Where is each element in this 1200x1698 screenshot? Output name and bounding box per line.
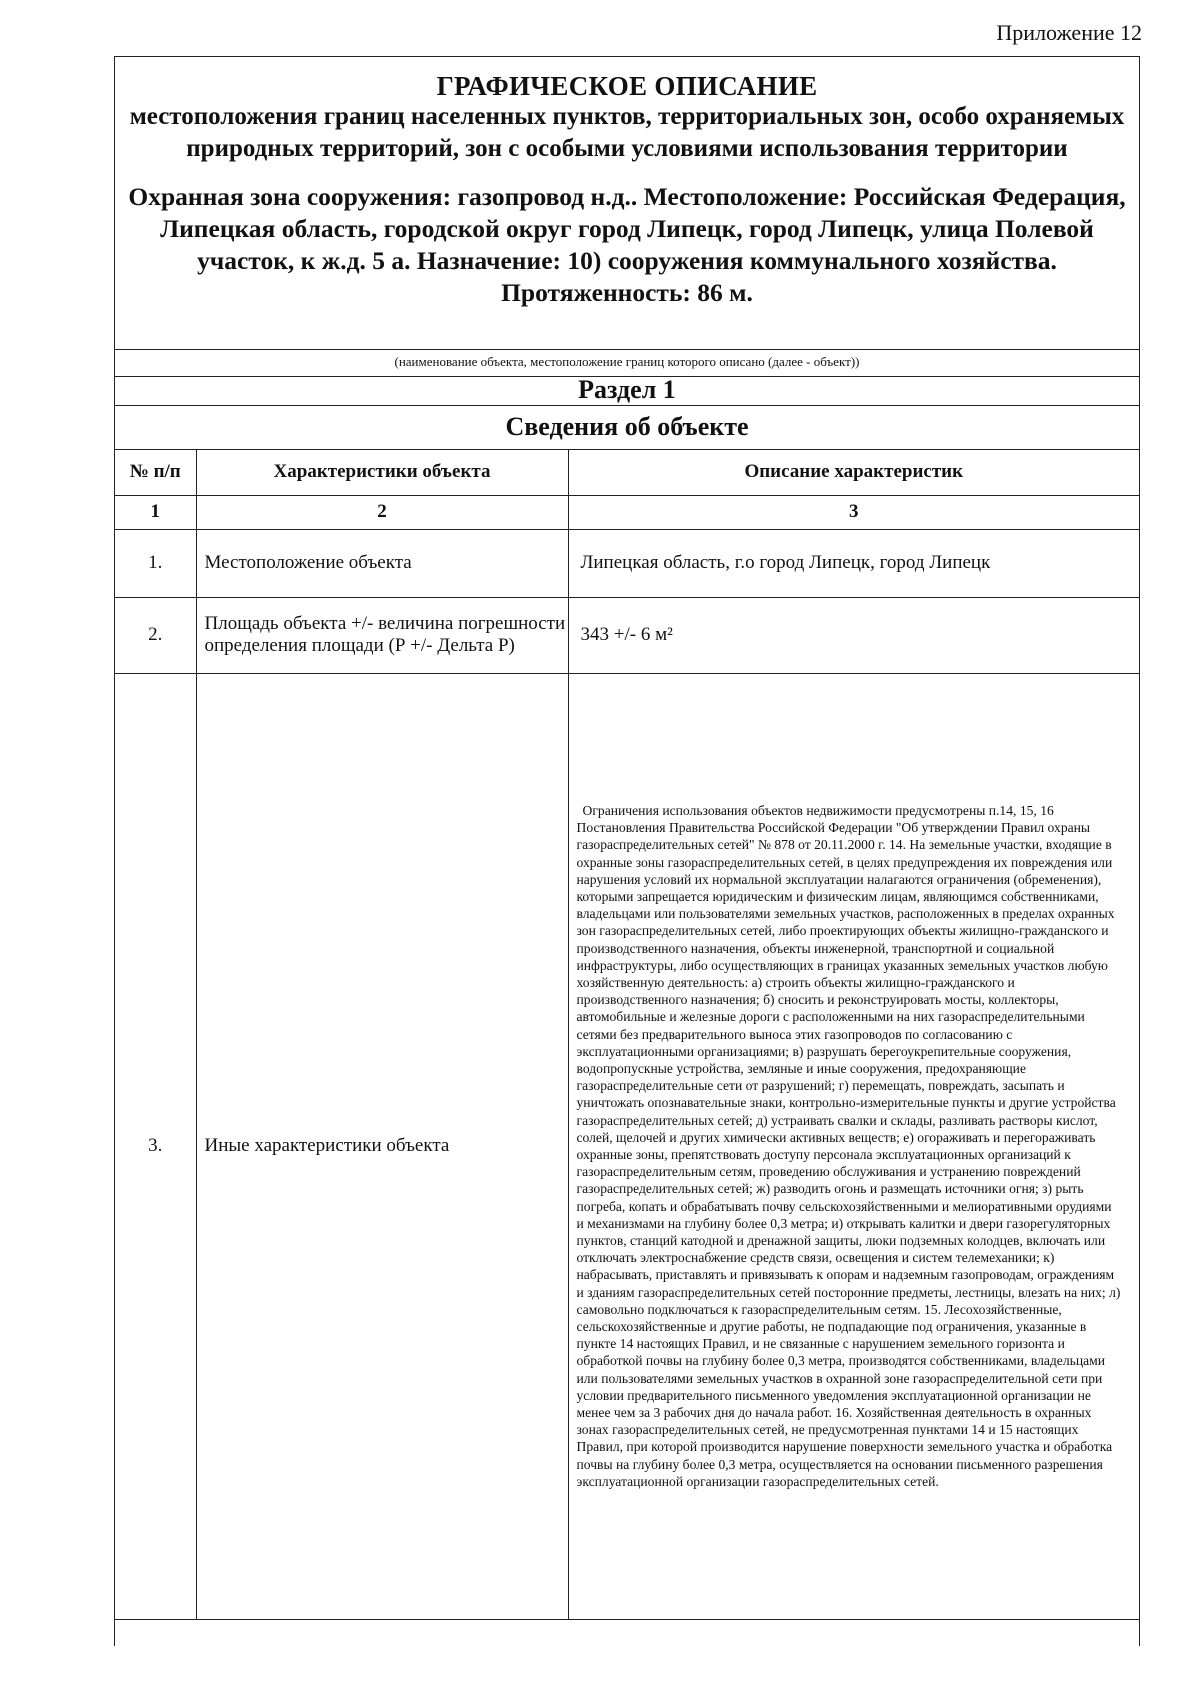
appendix-label: Приложение 12 [996, 20, 1142, 45]
row-characteristic: Площадь объекта +/- величина погрешности определения площади (Р +/- Дельта Р) [196, 597, 568, 673]
document-header [115, 57, 1139, 309]
row-description-text [568, 673, 1139, 1619]
column-number: 3 [568, 495, 1139, 529]
column-number: 1 [115, 495, 196, 529]
table-row [115, 529, 1139, 597]
row-number: 3. [115, 673, 196, 1619]
row-characteristic: Местоположение объекта [196, 529, 568, 597]
column-number: 2 [196, 495, 568, 529]
object-info-table [115, 449, 1139, 1620]
row-number: 1. [115, 529, 196, 597]
object-name: Охранная зона сооружения: газопровод н.д.. Местоположение: Российская Федерация, Липецкая область, городской округ город Липецк, город Липецк, улица Полевой участок, к ж.д. 5 а. Назначение: 10) сооружения коммунального хозяйства. Протяженность: 86 м. [128, 182, 1126, 307]
row-description: Липецкая область, г.о город Липецк, город Липецк [568, 529, 1139, 597]
row-number: 2. [115, 597, 196, 673]
table-row [115, 597, 1139, 673]
document-title: ГРАФИЧЕСКОЕ ОПИСАНИЕ [436, 71, 818, 101]
header-num: № п/п [115, 449, 196, 495]
row-description: 343 +/- 6 м² [568, 597, 1139, 673]
restrictions-text: Ограничения использования объектов недвижимости предусмотрены п.14, 15, 16 Постановления Правительства Российской Федерации "Об утверждении Правил охраны газораспределительных сетей" № 878 от 20.11.2000 г. 14. На земельные участки, входящие в охранные зоны газораспределительных сетей, в целях предупреждения их повреждения или нарушения условий их нормальной эксплуатации налагаются ограничения (обременения), которыми запрещается юридическим и физическим лицам, являющимся собственниками, владельцами или пользователями земельных участков, расположенных в пределах охранных зон газораспределительных сетей, либо проектирующих объекты жилищно-гражданского и производственного назначения, объекты инженерной, транспортной и социальной инфраструктуры, либо осуществляющих в границах указанных земельных участков любую хозяйственную деятельность: а) строить объекты жилищно-гражданского и производственного назначения; б) сносить и реконструировать мосты, коллекторы, автомобильные и железные дороги с расположенными на них газораспределительными сетями без предварительного выноса этих газопроводов по согласованию с эксплуатационными организациями; в) разрушать берегоукрепительные сооружения, водопропускные устройства, земляные и иные сооружения, предохраняющие газораспределительные сети от разрушений; г) перемещать, повреждать, засыпать и уничтожать опознавательные знаки, контрольно-измерительные пункты и другие устройства газораспределительных сетей; д) устраивать свалки и склады, разливать растворы кислот, солей, щелочей и других химически активных веществ; е) огораживать и перегораживать охранные зоны, препятствовать доступу персонала эксплуатационных организаций к газораспределительным сетям, проведению обслуживания и устранению повреждений газораспределительных сетей; ж) разводить огонь и размещать источники огня; з) рыть погреба, копать и обрабатывать почву сельскохозяйственными и мелиоративными орудиями и механизмами на глубину более 0,3 метра; и) открывать калитки и двери газорегуляторных пунктов, станций катодной и дренажной защиты, люки подземных колодцев, включать или отключать электроснабжение средств связи, освещения и систем телемеханики; к) набрасывать, приставлять и привязывать к опорам и надземным газопроводам, ограждениям и зданиям газораспределительных сетей посторонние предметы, лестницы, влезать на них; л) самовольно подключаться к газораспределительным сетям. 15. Лесохозяйственные, сельскохозяйственные и другие работы, не подпадающие под ограничения, указанные в пункте 14 настоящих Правил, и не связанные с нарушением земельного горизонта и обработкой почвы на глубину более 0,3 метра, производятся собственниками, владельцами или пользователями земельных участков в охранной зоне газораспределительной сети при условии предварительного письменного уведомления эксплуатационной организации не менее чем за 3 рабочих дня до начала работ. 16. Хозяйственная деятельность в охранных зонах газораспределительных сетей, не предусмотренная пунктами 14 и 15 настоящих Правил, при которой производится нарушение поверхности земельного участка и обработка почвы на глубину более 0,3 метра, осуществляется на основании письменного разрешения эксплуатационной организации газораспределительных сетей. [576, 802, 1121, 1489]
section-subtitle: Сведения об объекте [115, 405, 1139, 450]
object-caption: (наименование объекта, местоположение границ которого описано (далее - объект)) [115, 349, 1139, 377]
document-frame [114, 56, 1140, 1646]
table-header-row [115, 449, 1139, 495]
column-number-row [115, 495, 1139, 529]
header-description: Описание характеристик [568, 449, 1139, 495]
header-characteristic: Характеристики объекта [196, 449, 568, 495]
section-title: Раздел 1 [115, 375, 1139, 406]
row-characteristic: Иные характеристики объекта [196, 673, 568, 1619]
table-row [115, 673, 1139, 1619]
document-subtitle: местоположения границ населенных пунктов, территориальных зон, особо охраняемых природных территорий, зон с особыми условиями использования территории [129, 103, 1125, 162]
